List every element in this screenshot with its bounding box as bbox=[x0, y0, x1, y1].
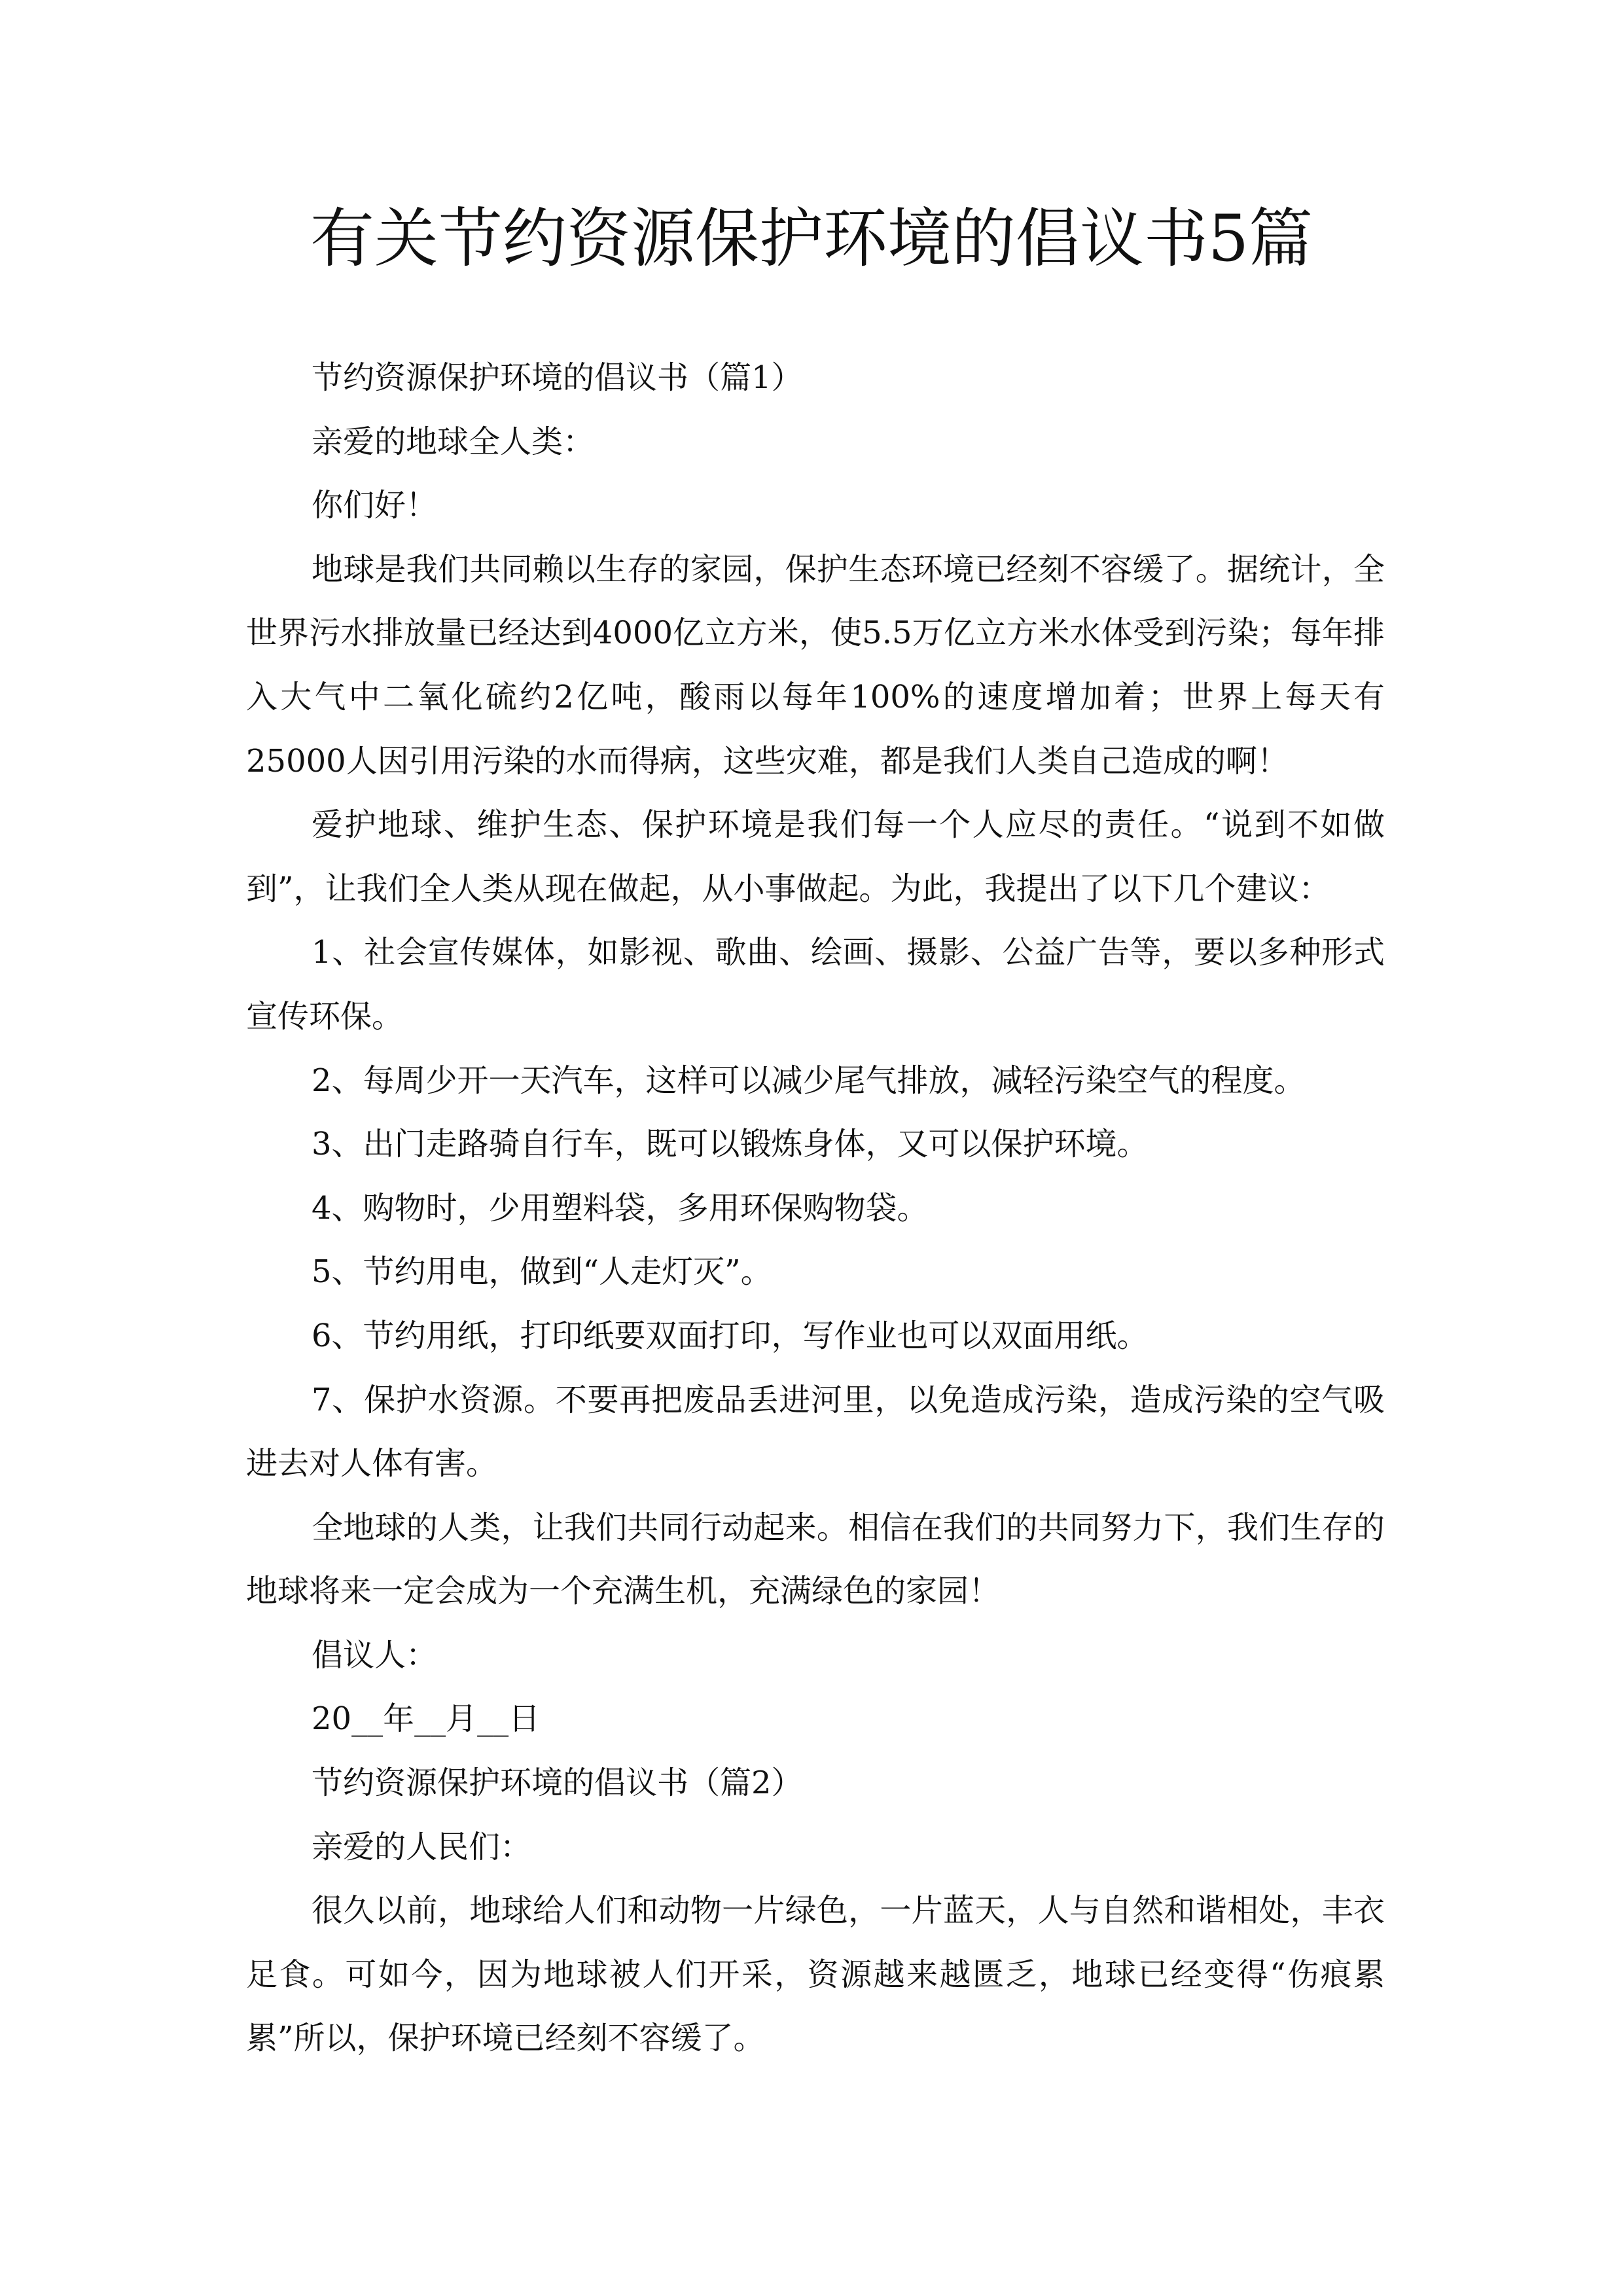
salutation: 亲爱的地球全人类： bbox=[312, 423, 595, 460]
list-item: 6、节约用纸，打印纸要双面打印，写作业也可以双面用纸。 bbox=[312, 1317, 1149, 1354]
salutation: 亲爱的人民们： bbox=[312, 1828, 532, 1865]
list-item: 3、出门走路骑自行车，既可以锻炼身体，又可以保护环境。 bbox=[312, 1126, 1149, 1163]
list-item: 2、每周少开一天汽车，这样可以减少尾气排放，减轻污染空气的程度。 bbox=[312, 1062, 1306, 1099]
paragraph: 全地球的人类，让我们共同行动起来。相信在我们的共同努力下，我们生存的地球将来一定会成为一个充满生机，充满绿色的家园！ bbox=[246, 1509, 1385, 1610]
heading-part-1: 节约资源保护环境的倡议书（篇1） bbox=[312, 359, 803, 396]
paragraph: 地球是我们共同赖以生存的家园，保护生态环境已经刻不容缓了。据统计，全世界污水排放量已经达到4000亿立方米，使5.5万亿立方米水体受到污染；每年排入大气中二氧化硫约2亿吨，酸雨以每年100%的速度增加着；世界上每天有25000人因引用污染的水而得病，这些灾难，都是我们人类自己造成的啊！ bbox=[246, 550, 1385, 780]
list-item: 7、保护水资源。不要再把废品丢进河里，以免造成污染，造成污染的空气吸进去对人体有害。 bbox=[246, 1381, 1385, 1482]
signatory: 倡议人： bbox=[312, 1636, 438, 1674]
document-body bbox=[246, 346, 1385, 2071]
list-item: 4、购物时，少用塑料袋，多用环保购物袋。 bbox=[312, 1189, 929, 1227]
paragraph: 爱护地球、维护生态、保护环境是我们每一个人应尽的责任。“说到不如做到”，让我们全人类从现在做起，从小事做起。为此，我提出了以下几个建议： bbox=[246, 806, 1385, 907]
date: 20__年__月__日 bbox=[312, 1700, 541, 1738]
list-item: 5、节约用电，做到“人走灯灭”。 bbox=[312, 1253, 772, 1291]
greeting: 你们好！ bbox=[312, 487, 438, 524]
heading-part-2: 节约资源保护环境的倡议书（篇2） bbox=[312, 1765, 803, 1802]
paragraph: 很久以前，地球给人们和动物一片绿色，一片蓝天，人与自然和谐相处，丰衣足食。可如今，因为地球被人们开采，资源越来越匮乏，地球已经变得“伤痕累累”所以，保护环境已经刻不容缓了。 bbox=[246, 1892, 1385, 2057]
document-title: 有关节约资源保护环境的倡议书5篇 bbox=[310, 202, 1313, 276]
list-item: 1、社会宣传媒体，如影视、歌曲、绘画、摄影、公益广告等，要以多种形式宣传环保。 bbox=[246, 934, 1385, 1035]
